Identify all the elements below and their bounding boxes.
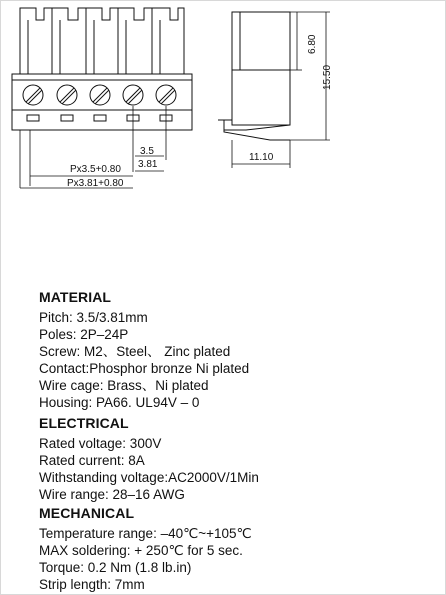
electrical-heading: ELECTRICAL xyxy=(39,415,129,431)
dim-label-px3-5: Px3.5+0.80 xyxy=(70,164,121,175)
mechanical-heading: MECHANICAL xyxy=(39,505,135,521)
dim-label-11-10: 11.10 xyxy=(249,152,274,163)
screw-icons xyxy=(23,85,176,105)
dim-label-15-50: 15.50 xyxy=(322,64,333,90)
mechanical-max-soldering: MAX soldering: + 250℃ for 5 sec. xyxy=(39,543,243,558)
mechanical-temperature-range: Temperature range: –40℃~+105℃ xyxy=(39,526,252,541)
material-screw: Screw: M2、Steel、 Zinc plated xyxy=(39,344,231,359)
mechanical-strip-length: Strip length: 7mm xyxy=(39,577,145,592)
terminal-block-technical-drawing xyxy=(0,0,446,200)
material-pitch: Pitch: 3.5/3.81mm xyxy=(39,310,148,325)
dim-label-3-81: 3.81 xyxy=(138,159,158,170)
dim-label-px3-81: Px3.81+0.80 xyxy=(67,178,124,189)
side-body xyxy=(232,12,290,125)
electrical-rated-current: Rated current: 8A xyxy=(39,453,145,468)
dim-label-3-5: 3.5 xyxy=(140,146,154,157)
wire-slots xyxy=(27,115,172,121)
material-housing: Housing: PA66. UL94V – 0 xyxy=(39,395,200,410)
material-contact: Contact:Phosphor bronze Ni plated xyxy=(39,361,250,376)
dim-label-6-80: 6.80 xyxy=(307,34,318,54)
connector-fins xyxy=(20,8,184,74)
front-view xyxy=(12,8,192,188)
electrical-withstanding-voltage: Withstanding voltage:AC2000V/1Min xyxy=(39,470,259,485)
material-poles: Poles: 2P–24P xyxy=(39,327,129,342)
material-heading: MATERIAL xyxy=(39,289,112,305)
electrical-rated-voltage: Rated voltage: 300V xyxy=(39,436,162,451)
specifications xyxy=(39,288,439,593)
material-wire-cage: Wire cage: Brass、Ni plated xyxy=(39,378,209,393)
electrical-wire-range: Wire range: 28–16 AWG xyxy=(39,487,185,502)
mechanical-torque: Torque: 0.2 Nm (1.8 lb.in) xyxy=(39,560,192,575)
connector-body xyxy=(12,74,192,130)
